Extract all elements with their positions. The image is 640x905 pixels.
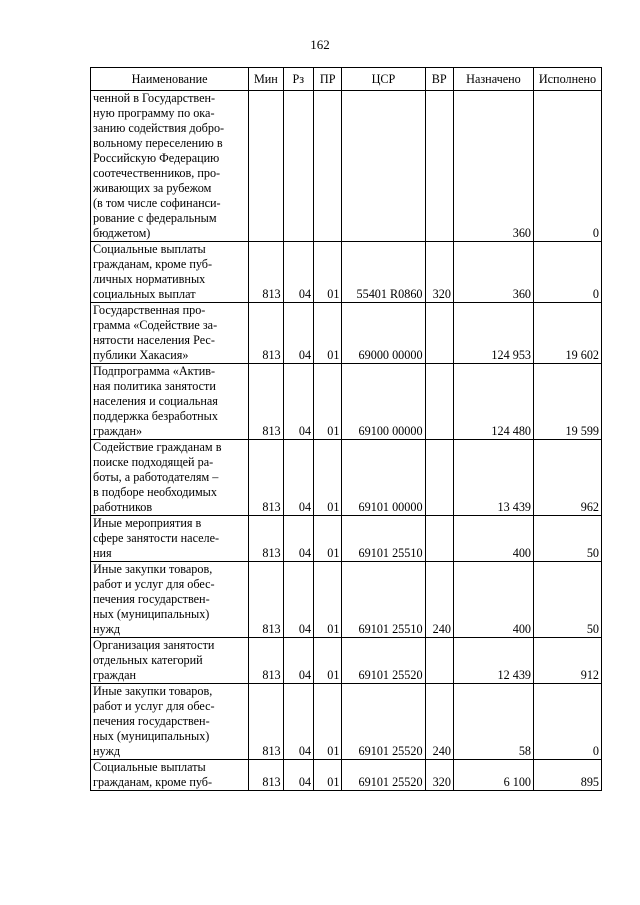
cell-name: Иные закупки товаров, работ и услуг для обес- печения государствен- ных (муниципальных) нужд (91, 684, 249, 760)
cell-min: 813 (249, 242, 283, 303)
cell-csr: 69101 25520 (342, 638, 425, 684)
cell-planned: 360 (453, 242, 533, 303)
cell-rz: 04 (283, 684, 313, 760)
cell-csr (342, 91, 425, 242)
cell-pr: 01 (314, 516, 342, 562)
cell-min: 813 (249, 303, 283, 364)
cell-executed: 0 (534, 91, 602, 242)
cell-vr (425, 440, 453, 516)
table-row (91, 760, 602, 791)
cell-csr: 55401 R0860 (342, 242, 425, 303)
cell-rz (283, 91, 313, 242)
budget-table (90, 67, 602, 791)
cell-executed: 895 (534, 760, 602, 791)
table-row (91, 303, 602, 364)
cell-executed: 19 602 (534, 303, 602, 364)
table-row (91, 242, 602, 303)
header-rz: Рз (283, 68, 313, 91)
cell-vr: 320 (425, 760, 453, 791)
cell-rz: 04 (283, 242, 313, 303)
cell-vr (425, 364, 453, 440)
cell-rz: 04 (283, 303, 313, 364)
cell-name: Социальные выплаты гражданам, кроме пуб- (91, 760, 249, 791)
cell-planned: 124 953 (453, 303, 533, 364)
table-row (91, 364, 602, 440)
cell-executed: 962 (534, 440, 602, 516)
cell-min: 813 (249, 760, 283, 791)
cell-executed: 912 (534, 638, 602, 684)
cell-vr (425, 303, 453, 364)
cell-planned: 13 439 (453, 440, 533, 516)
cell-pr: 01 (314, 242, 342, 303)
cell-planned: 6 100 (453, 760, 533, 791)
cell-rz: 04 (283, 364, 313, 440)
table-row (91, 440, 602, 516)
header-pr: ПР (314, 68, 342, 91)
cell-csr: 69101 25510 (342, 516, 425, 562)
cell-vr (425, 638, 453, 684)
cell-min: 813 (249, 562, 283, 638)
header-min: Мин (249, 68, 283, 91)
header-executed: Исполнено (534, 68, 602, 91)
cell-planned: 58 (453, 684, 533, 760)
cell-pr: 01 (314, 303, 342, 364)
header-name: Наименование (91, 68, 249, 91)
cell-executed: 19 599 (534, 364, 602, 440)
cell-csr: 69100 00000 (342, 364, 425, 440)
cell-pr: 01 (314, 684, 342, 760)
cell-min: 813 (249, 516, 283, 562)
cell-min: 813 (249, 638, 283, 684)
cell-name: Иные закупки товаров, работ и услуг для обес- печения государствен- ных (муниципальных) нужд (91, 562, 249, 638)
header-planned: Назначено (453, 68, 533, 91)
cell-pr: 01 (314, 440, 342, 516)
cell-planned: 360 (453, 91, 533, 242)
cell-csr: 69101 25510 (342, 562, 425, 638)
table-body (91, 91, 602, 791)
table-row (91, 684, 602, 760)
cell-pr: 01 (314, 364, 342, 440)
cell-rz: 04 (283, 638, 313, 684)
cell-name: Содействие гражданам в поиске подходящей ра- боты, а работодателям – в подборе необходимых работников (91, 440, 249, 516)
cell-rz: 04 (283, 562, 313, 638)
table-row (91, 638, 602, 684)
cell-planned: 400 (453, 516, 533, 562)
cell-planned: 400 (453, 562, 533, 638)
cell-csr: 69101 00000 (342, 440, 425, 516)
cell-min: 813 (249, 364, 283, 440)
cell-vr: 240 (425, 562, 453, 638)
cell-pr (314, 91, 342, 242)
cell-executed: 0 (534, 684, 602, 760)
page-number: 162 (310, 37, 330, 52)
cell-vr (425, 516, 453, 562)
cell-pr: 01 (314, 760, 342, 791)
cell-vr (425, 91, 453, 242)
cell-min: 813 (249, 684, 283, 760)
cell-executed: 0 (534, 242, 602, 303)
cell-name: Иные мероприятия в сфере занятости населе- ния (91, 516, 249, 562)
cell-csr: 69000 00000 (342, 303, 425, 364)
cell-name: ченной в Государствен- ную программу по ока- занию содействия добро- вольному переселению в Российскую Федерацию соотечественников, про- живающих за рубежом (в том числе софинанси- рование с федеральным бюджетом) (91, 91, 249, 242)
cell-name: Организация занятости отдельных категорий граждан (91, 638, 249, 684)
cell-min: 813 (249, 440, 283, 516)
cell-pr: 01 (314, 562, 342, 638)
cell-csr: 69101 25520 (342, 684, 425, 760)
header-csr: ЦСР (342, 68, 425, 91)
header-vr: ВР (425, 68, 453, 91)
cell-planned: 12 439 (453, 638, 533, 684)
cell-name: Подпрограмма «Актив- ная политика занятости населения и социальная поддержка безработных граждан» (91, 364, 249, 440)
cell-planned: 124 480 (453, 364, 533, 440)
cell-pr: 01 (314, 638, 342, 684)
cell-rz: 04 (283, 516, 313, 562)
table-row (91, 516, 602, 562)
cell-vr: 320 (425, 242, 453, 303)
cell-vr: 240 (425, 684, 453, 760)
cell-rz: 04 (283, 760, 313, 791)
cell-name: Социальные выплаты гражданам, кроме пуб- личных нормативных социальных выплат (91, 242, 249, 303)
cell-min (249, 91, 283, 242)
table-row (91, 91, 602, 242)
cell-executed: 50 (534, 562, 602, 638)
table-header-row (91, 68, 602, 91)
cell-name: Государственная про- грамма «Содействие за- нятости населения Рес- публики Хакасия» (91, 303, 249, 364)
cell-csr: 69101 25520 (342, 760, 425, 791)
cell-rz: 04 (283, 440, 313, 516)
cell-executed: 50 (534, 516, 602, 562)
table-row (91, 562, 602, 638)
